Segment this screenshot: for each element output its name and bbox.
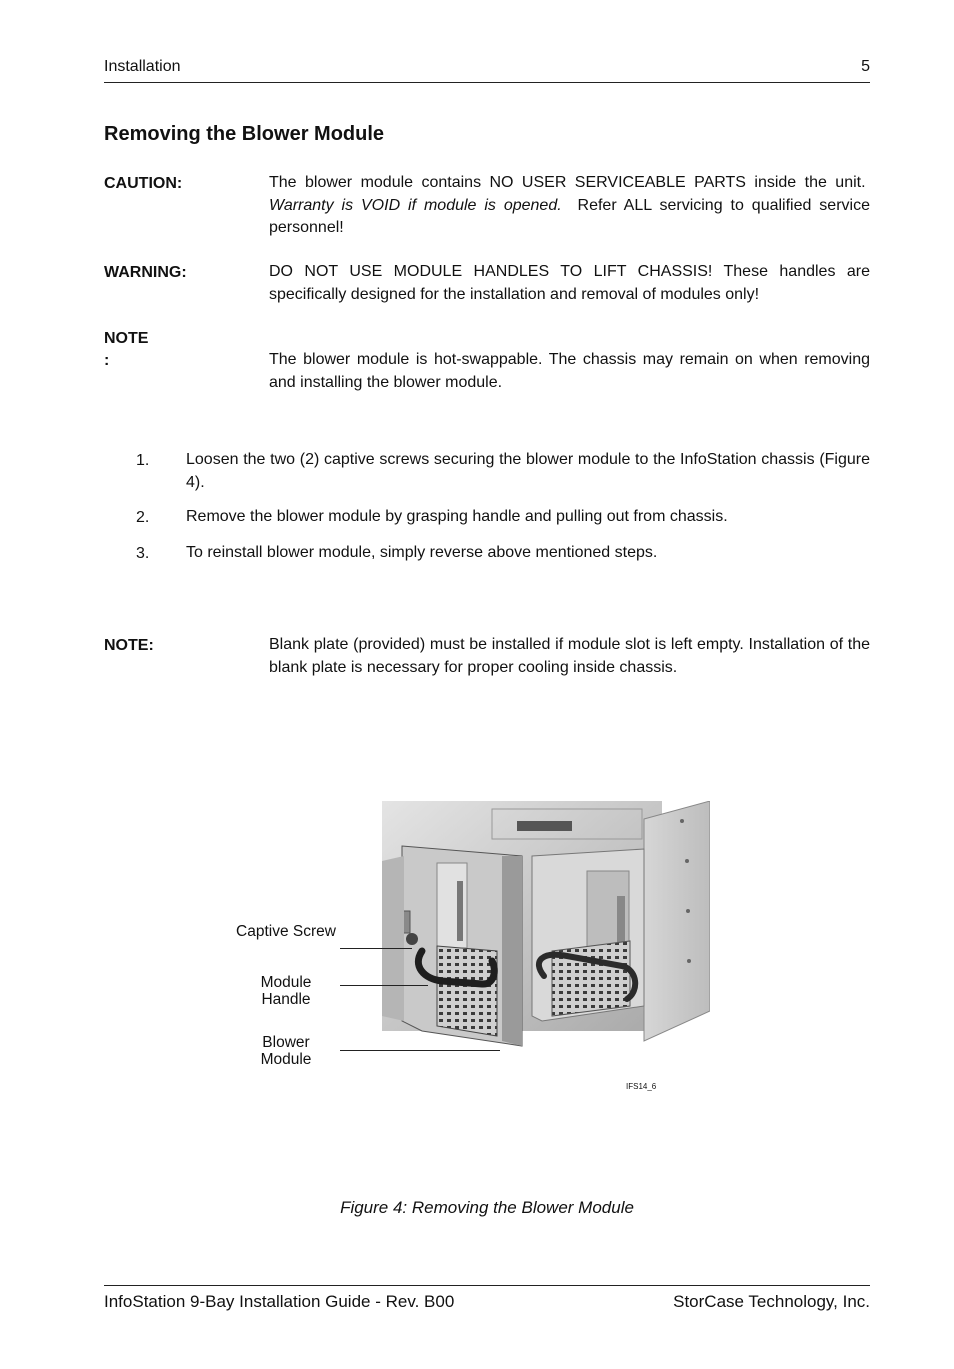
running-header: Installation bbox=[104, 58, 181, 75]
step-number: 1. bbox=[136, 452, 150, 469]
caution-label: CAUTION: bbox=[104, 175, 183, 192]
leader-line bbox=[340, 1050, 500, 1051]
step-text: Loosen the two (2) captive screws securing the blower module to the InfoStation chassis (Figure 4). bbox=[186, 451, 870, 491]
header-rule bbox=[104, 82, 870, 83]
warning-text: DO NOT USE MODULE HANDLES TO LIFT CHASSIS! These handles are specifically designed for the installation and removal of modules only! bbox=[269, 263, 870, 303]
page-number: 5 bbox=[861, 58, 870, 75]
leader-line bbox=[340, 948, 412, 949]
callout-module-handle: Module Handle bbox=[260, 974, 312, 1008]
callout-blower-module: Blower Module bbox=[260, 1034, 312, 1068]
note-label-colon: : bbox=[104, 352, 110, 369]
section-title: Removing the Blower Module bbox=[104, 123, 385, 145]
note-text: The blower module is hot-swappable. The chassis may remain on when removing and installing the blower module. bbox=[269, 351, 870, 391]
note-label: NOTE: bbox=[104, 637, 154, 654]
figure-caption: Figure 4: Removing the Blower Module bbox=[340, 1198, 634, 1217]
image-id-label: IFS14_6 bbox=[626, 1082, 657, 1091]
caution-text bbox=[269, 172, 870, 240]
footer-rule bbox=[104, 1285, 870, 1286]
step-number: 3. bbox=[136, 545, 150, 562]
note-label: NOTE bbox=[104, 330, 149, 347]
leader-line bbox=[340, 985, 428, 986]
footer-left: InfoStation 9-Bay Installation Guide - Rev. B00 bbox=[104, 1292, 455, 1311]
note-text: Blank plate (provided) must be installed if module slot is left empty. Installation of the blank plate is necessary for proper cooling inside chassis. bbox=[269, 636, 870, 676]
callout-captive-screw: Captive Screw bbox=[236, 923, 336, 940]
caution-text-before: The blower module contains NO USER SERVICEABLE PARTS inside the unit. bbox=[269, 174, 866, 191]
warning-label: WARNING: bbox=[104, 264, 187, 281]
step-text: Remove the blower module by grasping handle and pulling out from chassis. bbox=[186, 508, 728, 525]
step-text: To reinstall blower module, simply reverse above mentioned steps. bbox=[186, 544, 658, 561]
footer-right: StorCase Technology, Inc. bbox=[673, 1292, 870, 1311]
caution-text-italic: Warranty is VOID if module is opened. bbox=[269, 196, 562, 214]
step-number: 2. bbox=[136, 509, 150, 526]
caution-text-after: Refer ALL servicing to qualified service personnel! bbox=[269, 196, 870, 236]
blower-module-photo bbox=[382, 801, 710, 1055]
